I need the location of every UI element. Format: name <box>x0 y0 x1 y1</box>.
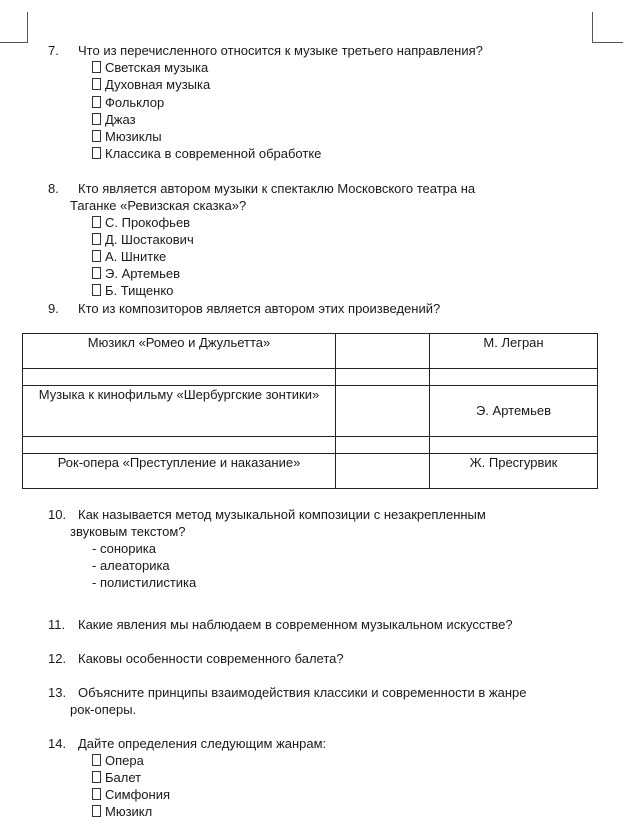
checkbox-icon <box>92 250 101 262</box>
table-cell-answer[interactable] <box>336 386 430 436</box>
q10-option: - сонорика <box>92 541 156 556</box>
q10-text-line1: Как называется метод музыкальной композиции с незакрепленным <box>78 507 486 522</box>
q11-number: 11. <box>48 617 66 632</box>
q8-option[interactable]: Э. Артемьев <box>92 265 180 282</box>
checkbox-icon <box>92 216 101 228</box>
table-row <box>23 334 598 369</box>
checkbox-icon <box>92 113 101 125</box>
q14-number: 14. <box>48 736 67 751</box>
table-row <box>23 386 598 436</box>
table-cell-work: Рок-опера «Преступление и наказание» <box>23 453 336 488</box>
q8-option[interactable]: С. Прокофьев <box>92 214 190 231</box>
q8-number: 8. <box>48 181 59 196</box>
q7-option[interactable]: Духовная музыка <box>92 76 210 93</box>
table-cell-work: Мюзикл «Ромео и Джульетта» <box>23 334 336 369</box>
q10-option: - полистилистика <box>92 575 197 590</box>
crop-mark-top-left <box>0 12 28 43</box>
checkbox-icon <box>92 771 101 783</box>
q11-text: Какие явления мы наблюдаем в современном музыкальном искусстве? <box>78 617 513 632</box>
checkbox-icon <box>92 130 101 142</box>
q7-number: 7. <box>48 43 59 58</box>
q13-text-line1: Объясните принципы взаимодействия классики и современности в жанре <box>78 685 527 700</box>
table-cell-answer[interactable] <box>336 369 430 386</box>
q8-text-line2: Таганке «Ревизская сказка»? <box>70 198 247 213</box>
table-cell-composer: Ж. Пресгурвик <box>430 453 598 488</box>
checkbox-icon <box>92 96 101 108</box>
q7-option[interactable]: Фольклор <box>92 94 164 111</box>
q7-option[interactable]: Мюзиклы <box>92 128 162 145</box>
q9-number: 9. <box>48 301 59 316</box>
q14-option[interactable]: Мюзикл <box>92 803 152 820</box>
table-cell-answer[interactable] <box>336 453 430 488</box>
q14-text: Дайте определения следующим жанрам: <box>78 736 327 751</box>
table-row <box>23 436 598 453</box>
table-row <box>23 453 598 488</box>
table-cell-composer <box>430 369 598 386</box>
table-cell-composer: М. Легран <box>430 334 598 369</box>
table-cell-composer: Э. Артемьев <box>430 386 598 436</box>
q10-option: - алеаторика <box>92 558 170 573</box>
checkbox-icon <box>92 147 101 159</box>
q8-option[interactable]: Б. Тищенко <box>92 282 173 299</box>
table-cell-answer[interactable] <box>336 334 430 369</box>
q9-text: Кто из композиторов является автором этих произведений? <box>78 301 441 316</box>
q12-number: 12. <box>48 651 67 666</box>
q7-text: Что из перечисленного относится к музыке третьего направления? <box>78 43 483 58</box>
q14-option[interactable]: Опера <box>92 752 144 769</box>
crop-mark-top-right <box>592 12 623 43</box>
checkbox-icon <box>92 78 101 90</box>
checkbox-icon <box>92 61 101 73</box>
q10-text-line2: звуковым текстом? <box>70 524 186 539</box>
q8-text-line1: Кто является автором музыки к спектаклю Московского театра на <box>78 181 476 196</box>
checkbox-icon <box>92 284 101 296</box>
q8-option[interactable]: Д. Шостакович <box>92 231 194 248</box>
q7-option[interactable]: Классика в современной обработке <box>92 145 321 162</box>
table-cell-work <box>23 369 336 386</box>
q13-number: 13. <box>48 685 67 700</box>
table-cell-answer[interactable] <box>336 436 430 453</box>
checkbox-icon <box>92 805 101 817</box>
q14-option[interactable]: Балет <box>92 769 141 786</box>
checkbox-icon <box>92 788 101 800</box>
q7-option[interactable]: Джаз <box>92 111 136 128</box>
q14-option[interactable]: Симфония <box>92 786 170 803</box>
q13-text-line2: рок-оперы. <box>70 702 137 717</box>
q7-option[interactable]: Светская музыка <box>92 59 208 76</box>
q12-text: Каковы особенности современного балета? <box>78 651 344 666</box>
table-cell-work <box>23 436 336 453</box>
table-cell-composer <box>430 436 598 453</box>
table-row <box>23 369 598 386</box>
table-cell-work: Музыка к кинофильму «Шербургские зонтики» <box>23 386 336 436</box>
q10-number: 10. <box>48 507 67 522</box>
q8-option[interactable]: А. Шнитке <box>92 248 166 265</box>
checkbox-icon <box>92 233 101 245</box>
works-matching-table <box>22 333 598 489</box>
checkbox-icon <box>92 267 101 279</box>
checkbox-icon <box>92 754 101 766</box>
